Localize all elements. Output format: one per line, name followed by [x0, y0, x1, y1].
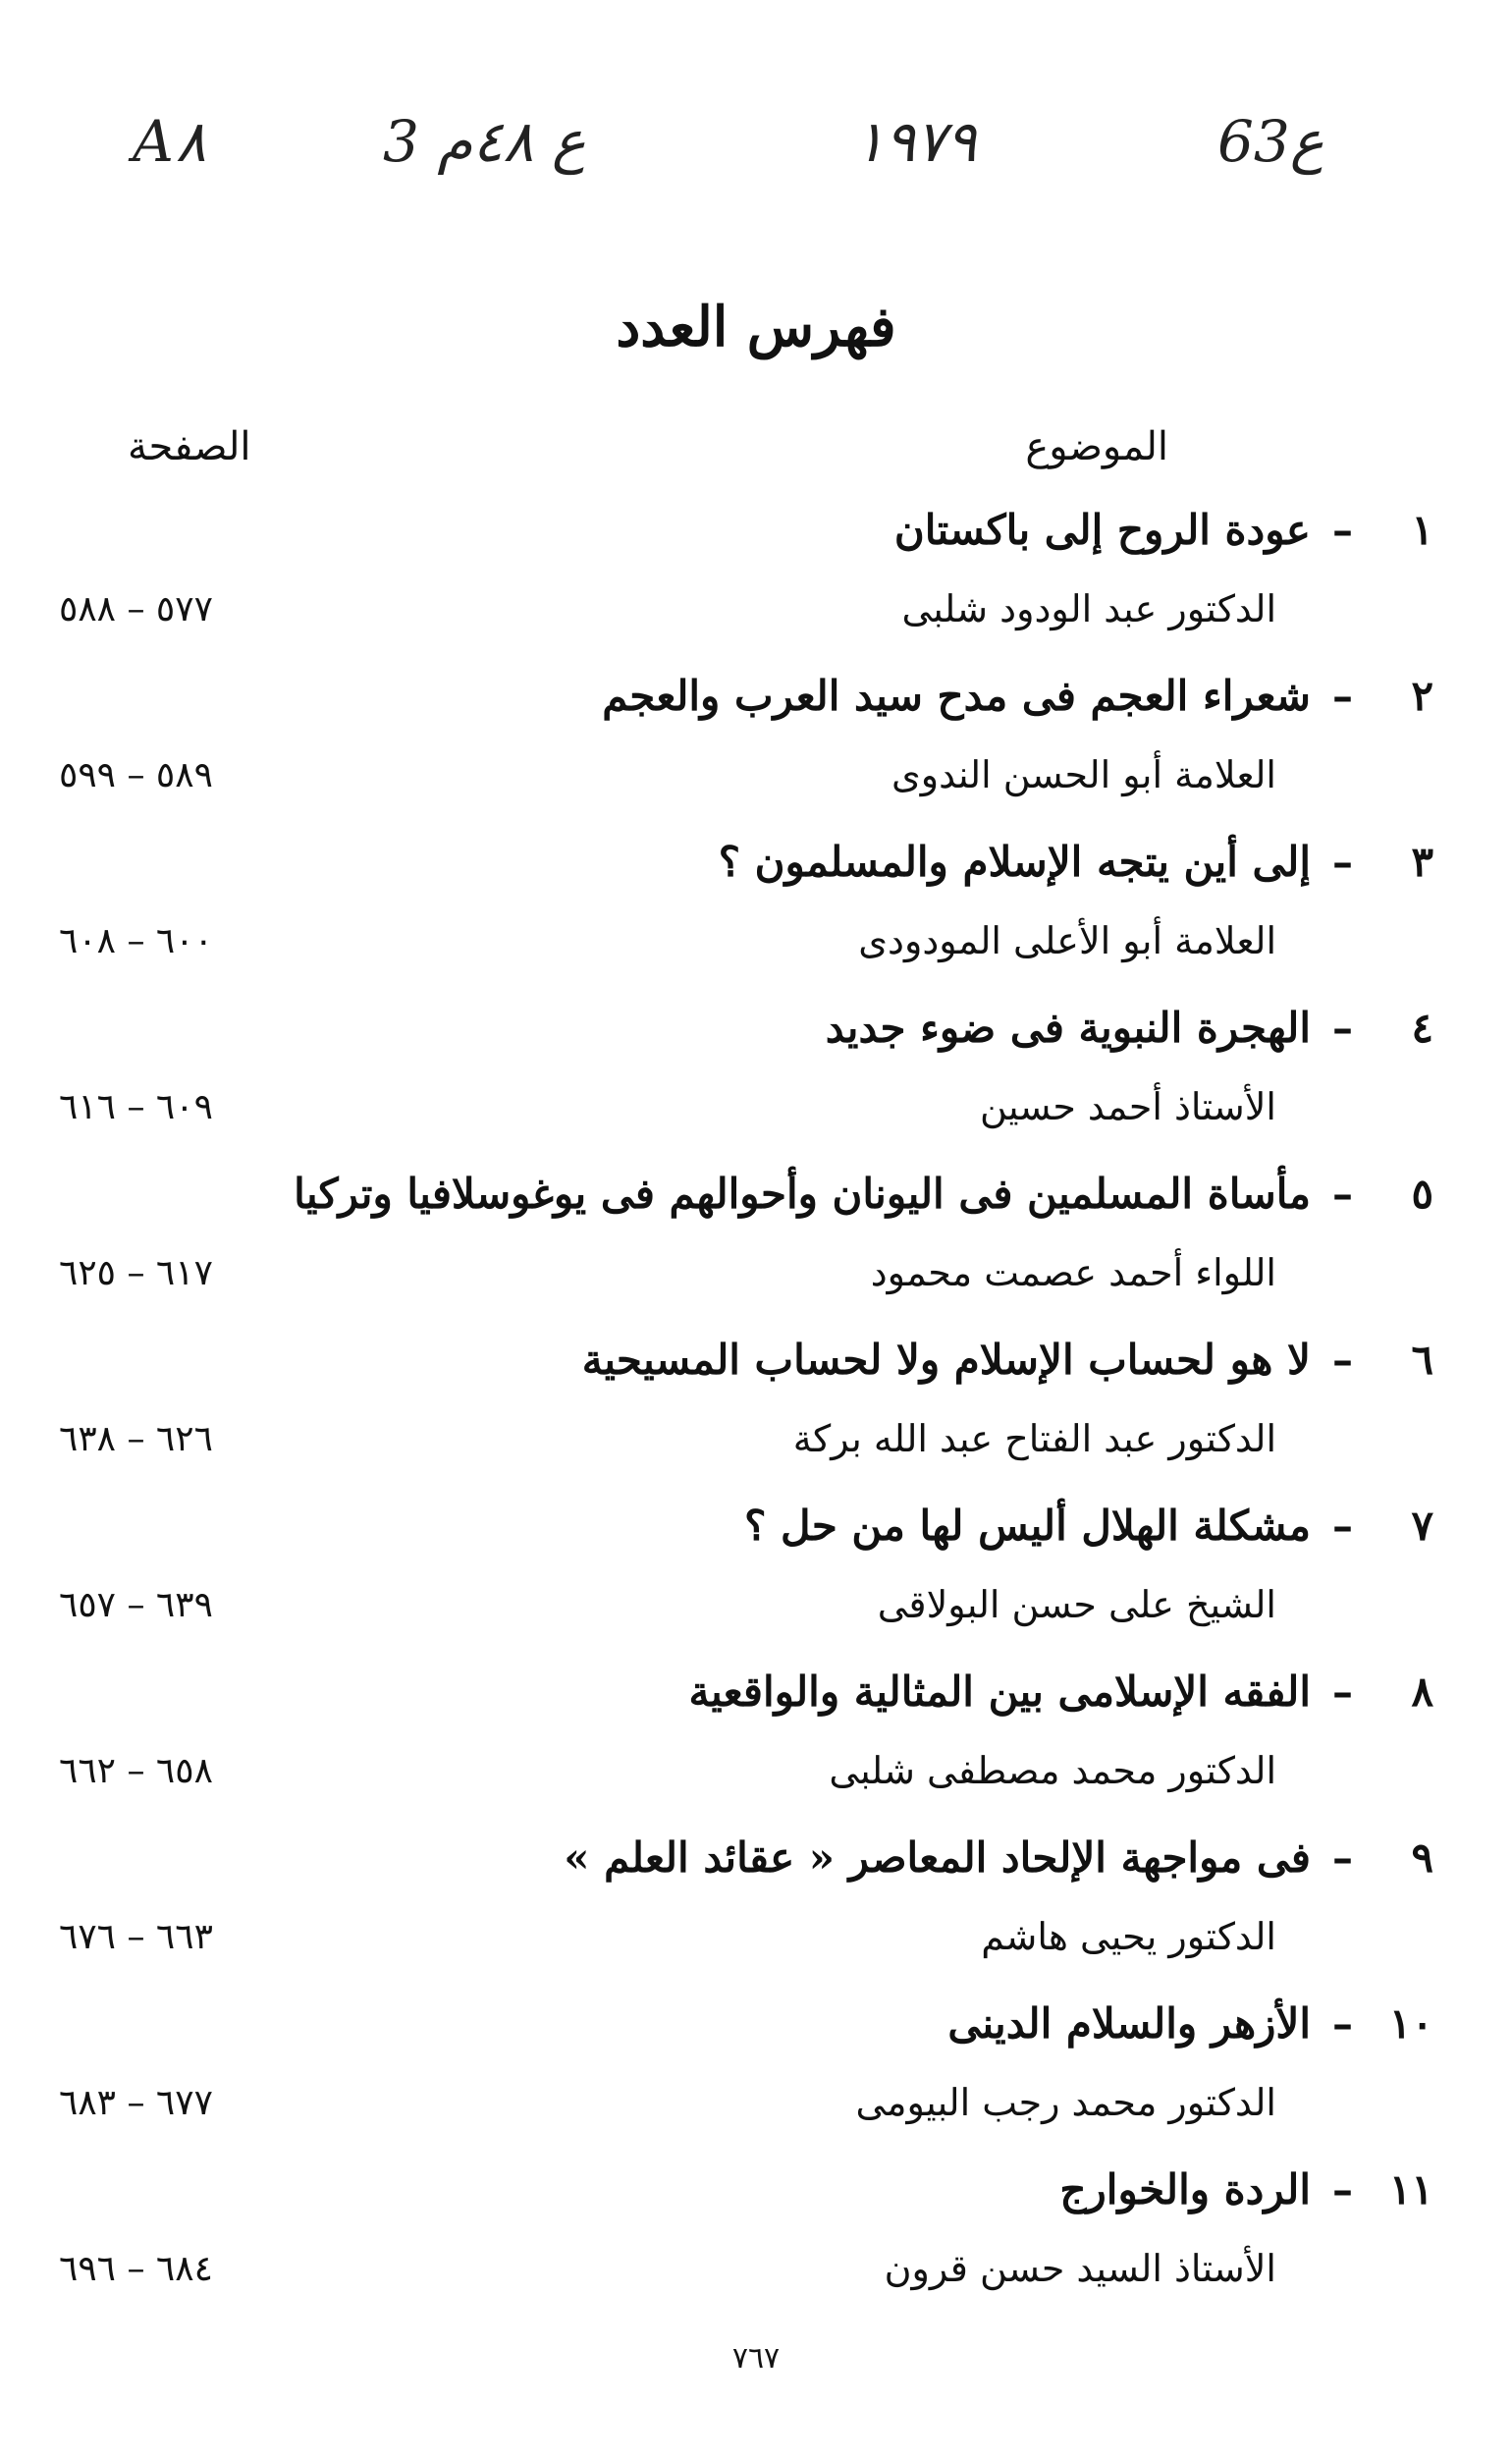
entry-number: ٩	[1411, 1833, 1433, 1882]
toc-entry-pages: ٥٨٩ – ٥٩٩	[59, 755, 213, 795]
entry-dash: –	[1332, 506, 1353, 554]
toc-entry-pages: ٦١٧ – ٦٢٥	[59, 1253, 213, 1293]
toc-entry-pages: ٦٣٩ – ٦٥٧	[59, 1585, 213, 1625]
toc-entry-author: اللواء أحمد عصمت محمود	[870, 1251, 1276, 1294]
toc-entry-title	[947, 1999, 1433, 2048]
entry-title-text: فى مواجهة الإلحاد المعاصر « عقائد العلم »	[564, 1833, 1311, 1882]
entry-dash: –	[1332, 1667, 1353, 1716]
handwritten-note-code: 63ع	[1217, 108, 1324, 175]
page-title: فهرس العدد	[616, 295, 896, 359]
column-header-topic: الموضوع	[1025, 424, 1168, 469]
page-number: ٧٦٧	[731, 2341, 781, 2376]
entry-title-text: الردة والخوارج	[1059, 2165, 1311, 2213]
toc-entry-title	[582, 1336, 1433, 1384]
entry-number: ١	[1411, 506, 1433, 554]
toc-entry-title	[688, 1667, 1433, 1716]
entry-title-text: مشكلة الهلال أليس لها من حل ؟	[744, 1502, 1311, 1550]
toc-entry-title	[744, 1502, 1433, 1550]
entry-number: ١١	[1388, 2165, 1433, 2213]
toc-entry-pages: ٦٠٩ – ٦١٦	[59, 1087, 213, 1127]
toc-entry-author: الدكتور محمد رجب البيومى	[855, 2081, 1276, 2124]
entry-number: ٢	[1411, 672, 1433, 720]
toc-entry-author: الدكتور محمد مصطفى شلبى	[829, 1749, 1276, 1792]
toc-entry-pages: ٦٠٠ – ٦٠٨	[59, 921, 213, 961]
toc-entry-pages: ٦٨٤ – ٦٩٦	[59, 2249, 213, 2289]
entry-number: ٨	[1411, 1667, 1433, 1716]
entry-number: ٤	[1411, 1004, 1433, 1052]
entry-number: ٥	[1411, 1170, 1433, 1218]
handwritten-note-year: ١٩٧٩	[854, 108, 977, 175]
toc-entry-author: العلامة أبو الأعلى المودودى	[858, 919, 1276, 962]
toc-entry-pages: ٦٧٧ – ٦٨٣	[59, 2083, 213, 2123]
toc-entry-author: الدكتور يحيى هاشم	[981, 1915, 1276, 1958]
entry-title-text: عودة الروح إلى باكستان	[893, 506, 1311, 554]
entry-number: ٣	[1411, 838, 1433, 886]
toc-entry-author: الدكتور عبد الفتاح عبد الله بركة	[792, 1417, 1276, 1460]
entry-title-text: مأساة المسلمين فى اليونان وأحوالهم فى يوغوسلافيا وتركيا	[294, 1170, 1311, 1218]
toc-entry-title	[294, 1170, 1433, 1218]
toc-entry-author: الشيخ على حسن البولاقى	[877, 1583, 1276, 1626]
entry-title-text: إلى أين يتجه الإسلام والمسلمون ؟	[718, 838, 1311, 886]
toc-entry-title	[719, 838, 1433, 886]
entry-dash: –	[1332, 1336, 1353, 1384]
entry-dash: –	[1332, 1170, 1353, 1218]
toc-entry-author: العلامة أبو الحسن الندوى	[891, 753, 1276, 796]
entry-dash: –	[1332, 2165, 1353, 2213]
entry-dash: –	[1332, 1833, 1353, 1882]
toc-entry-title	[564, 1833, 1433, 1882]
entry-title-text: شعراء العجم فى مدح سيد العرب والعجم	[602, 672, 1311, 720]
toc-entry-title	[894, 506, 1433, 554]
column-header-page: الصفحة	[128, 424, 251, 469]
toc-entry-author: الدكتور عبد الودود شلبى	[901, 587, 1276, 630]
toc-entry-author: الأستاذ السيد حسن قرون	[884, 2247, 1276, 2290]
handwritten-note-left: A٨	[133, 108, 207, 175]
toc-entry-title	[1059, 2165, 1433, 2213]
entry-dash: –	[1332, 1004, 1353, 1052]
handwritten-note-ref: 3 ع ٤٨م	[383, 108, 586, 175]
toc-entry-pages: ٦٦٣ – ٦٧٦	[59, 1917, 213, 1957]
toc-entry-author: الأستاذ أحمد حسين	[980, 1085, 1276, 1128]
toc-entry-title	[826, 1004, 1433, 1052]
entry-title-text: الفقه الإسلامى بين المثالية والواقعية	[688, 1667, 1311, 1716]
entry-title-text: الأزهر والسلام الدينى	[947, 1999, 1311, 2048]
entry-title-text: الهجرة النبوية فى ضوء جديد	[825, 1004, 1311, 1052]
toc-entry-pages: ٥٧٧ – ٥٨٨	[59, 589, 213, 629]
entry-dash: –	[1332, 1999, 1353, 2048]
toc-entry-pages: ٦٥٨ – ٦٦٢	[59, 1751, 213, 1791]
entry-dash: –	[1332, 1502, 1353, 1550]
entry-dash: –	[1332, 838, 1353, 886]
entry-title-text: لا هو لحساب الإسلام ولا لحساب المسيحية	[581, 1336, 1311, 1384]
toc-entry-title	[602, 672, 1433, 720]
entry-number: ٧	[1411, 1502, 1433, 1550]
entry-number: ٦	[1411, 1336, 1433, 1384]
toc-entry-pages: ٦٢٦ – ٦٣٨	[59, 1419, 213, 1459]
entry-dash: –	[1332, 672, 1353, 720]
entry-number: ١٠	[1388, 1999, 1433, 2048]
